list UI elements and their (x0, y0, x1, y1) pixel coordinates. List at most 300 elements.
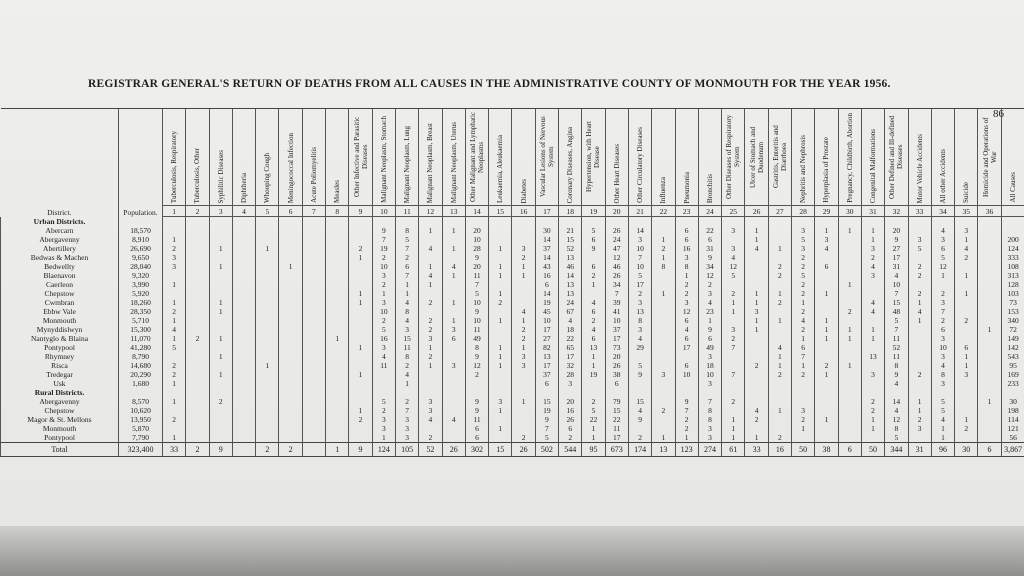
district-name: Mynyddislwyn (1, 325, 119, 334)
death-count-cell: 18 (559, 325, 582, 334)
death-count-cell (349, 262, 372, 271)
death-count-cell: 9 (465, 397, 488, 406)
death-count-cell: 3 (512, 352, 535, 361)
death-count-cell: 4 (745, 406, 768, 415)
death-count-cell (815, 298, 838, 307)
death-count-cell: 39 (605, 298, 628, 307)
death-count-cell (768, 379, 791, 388)
section-heading-row (1, 217, 1024, 226)
death-count-cell: 4 (372, 352, 395, 361)
death-count-cell (442, 397, 465, 406)
death-count-cell (256, 316, 279, 325)
death-count-cell (722, 379, 745, 388)
death-count-cell (442, 379, 465, 388)
death-count-cell: 3 (372, 424, 395, 433)
death-count-cell: 3 (628, 325, 651, 334)
death-count-cell (279, 424, 302, 433)
table-row (1, 235, 1024, 244)
death-count-cell: 3 (512, 361, 535, 370)
cause-header-label: Suicide (962, 182, 971, 203)
empty-cell (163, 388, 186, 397)
death-count-cell (978, 433, 1001, 443)
death-count-cell: 13 (861, 352, 884, 361)
death-count-cell: 37 (535, 244, 558, 253)
death-count-cell (908, 280, 931, 289)
death-count-cell: 1 (209, 334, 232, 343)
death-count-cell: 12 (605, 253, 628, 262)
cause-header (465, 109, 488, 206)
death-count-cell: 1 (815, 289, 838, 298)
death-count-cell: 2 (652, 406, 675, 415)
death-count-cell (232, 298, 255, 307)
death-count-cell: 20 (885, 226, 908, 235)
death-count-cell (675, 352, 698, 361)
death-count-cell (232, 262, 255, 271)
death-count-cell (512, 370, 535, 379)
death-count-cell (768, 415, 791, 424)
death-count-cell (326, 235, 349, 244)
death-count-cell: 9 (465, 307, 488, 316)
death-count-cell: 1 (838, 280, 861, 289)
death-count-cell (209, 280, 232, 289)
death-count-cell (442, 424, 465, 433)
death-count-cell: 6 (395, 262, 418, 271)
death-count-cell: 1 (419, 226, 442, 235)
empty-cell (955, 217, 978, 226)
death-count-cell: 3 (861, 271, 884, 280)
district-name: Bedwellty (1, 262, 119, 271)
total-count-cell: 50 (861, 442, 884, 456)
death-count-cell: 1 (442, 298, 465, 307)
death-count-cell (209, 289, 232, 298)
cause-header (628, 109, 651, 206)
death-count-cell (349, 352, 372, 361)
death-count-cell: 37 (535, 370, 558, 379)
death-count-cell (768, 325, 791, 334)
district-name: Monmouth (1, 424, 119, 433)
empty-cell (302, 388, 325, 397)
death-count-cell: 4 (768, 343, 791, 352)
death-count-cell: 7 (722, 370, 745, 379)
death-count-cell (256, 379, 279, 388)
death-count-cell (978, 415, 1001, 424)
death-count-cell (768, 226, 791, 235)
death-count-cell: 2 (512, 253, 535, 262)
death-count-cell: 3 (931, 298, 954, 307)
death-count-cell: 4 (582, 325, 605, 334)
empty-cell (698, 217, 721, 226)
death-count-cell: 2 (768, 271, 791, 280)
district-name: Cwmbran (1, 298, 119, 307)
death-count-cell (908, 433, 931, 443)
death-count-cell (279, 415, 302, 424)
empty-cell (1001, 217, 1024, 226)
death-count-cell: 19 (535, 406, 558, 415)
death-count-cell: 6 (582, 334, 605, 343)
death-count-cell: 15 (885, 298, 908, 307)
death-count-cell (652, 334, 675, 343)
death-count-cell: 2 (908, 262, 931, 271)
empty-cell (1001, 388, 1024, 397)
death-count-cell: 9 (535, 415, 558, 424)
table-row (1, 307, 1024, 316)
death-count-cell: 4 (885, 406, 908, 415)
death-count-cell: 15 (605, 406, 628, 415)
death-count-cell (163, 289, 186, 298)
death-count-cell (326, 406, 349, 415)
column-number: 11 (395, 206, 418, 217)
district-name: Ebbw Vale (1, 307, 119, 316)
death-count-cell: 1 (419, 343, 442, 352)
death-count-cell: 5 (628, 271, 651, 280)
cause-header (885, 109, 908, 206)
death-count-cell (302, 253, 325, 262)
death-count-cell: 2 (395, 397, 418, 406)
death-count-cell: 19 (535, 298, 558, 307)
death-count-cell: 1 (838, 361, 861, 370)
death-count-cell (232, 424, 255, 433)
death-count-cell (955, 307, 978, 316)
district-population: 1,680 (119, 379, 163, 388)
death-count-cell: 6 (582, 262, 605, 271)
table-row (1, 226, 1024, 235)
death-count-cell (978, 406, 1001, 415)
death-count-cell (326, 424, 349, 433)
death-count-cell: 48 (885, 307, 908, 316)
death-count-cell (186, 262, 209, 271)
death-count-cell: 1 (395, 379, 418, 388)
death-count-cell: 121 (1001, 424, 1024, 433)
death-count-cell: 2 (372, 280, 395, 289)
district-population: 28,350 (119, 307, 163, 316)
death-count-cell: 2 (861, 253, 884, 262)
cause-header-label: Tuberculosis, Other (193, 147, 202, 203)
death-count-cell (279, 361, 302, 370)
death-count-cell (419, 307, 442, 316)
table-row (1, 298, 1024, 307)
death-count-cell (978, 424, 1001, 433)
death-count-cell: 26 (605, 226, 628, 235)
death-count-cell: 13 (628, 307, 651, 316)
table-row (1, 370, 1024, 379)
death-count-cell (302, 316, 325, 325)
death-count-cell: 7 (885, 289, 908, 298)
death-count-cell: 10 (465, 298, 488, 307)
cause-header-label: Acute Poliomyelitis (309, 147, 318, 203)
death-count-cell (652, 424, 675, 433)
death-count-cell (442, 352, 465, 361)
cause-header-label: Malignant Neoplasm, Stomach (379, 116, 388, 203)
death-count-cell: 11 (395, 343, 418, 352)
district-population: 8,790 (119, 352, 163, 361)
empty-cell (442, 388, 465, 397)
cause-header (605, 109, 628, 206)
death-count-cell: 5 (582, 226, 605, 235)
death-count-cell: 2 (722, 397, 745, 406)
death-count-cell: 2 (372, 406, 395, 415)
death-count-cell (419, 235, 442, 244)
cause-header-label: Measles (333, 180, 342, 203)
death-count-cell: 3 (698, 424, 721, 433)
death-count-cell: 2 (792, 262, 815, 271)
death-count-cell (186, 343, 209, 352)
district-population: 28,040 (119, 262, 163, 271)
death-count-cell (186, 307, 209, 316)
death-count-cell: 3 (489, 397, 512, 406)
death-count-cell: 22 (698, 226, 721, 235)
death-count-cell (489, 334, 512, 343)
header-row (1, 109, 1024, 206)
death-count-cell: 2 (675, 415, 698, 424)
cause-header (302, 109, 325, 206)
empty-cell (675, 388, 698, 397)
death-count-cell (908, 334, 931, 343)
empty-cell (232, 388, 255, 397)
death-count-cell: 2 (955, 424, 978, 433)
death-count-cell (442, 289, 465, 298)
death-count-cell: 3 (698, 379, 721, 388)
death-count-cell: 9 (372, 226, 395, 235)
district-population: 18,260 (119, 298, 163, 307)
death-count-cell (838, 370, 861, 379)
death-count-cell: 2 (745, 415, 768, 424)
death-count-cell: 1 (489, 424, 512, 433)
death-count-cell: 11 (605, 424, 628, 433)
death-count-cell (279, 397, 302, 406)
death-count-cell (209, 379, 232, 388)
death-count-cell (256, 424, 279, 433)
cause-header (931, 109, 954, 206)
cause-header-label: Syphilitic Diseases (216, 149, 225, 203)
death-count-cell: 1 (838, 325, 861, 334)
death-count-cell: 17 (605, 334, 628, 343)
death-count-cell (326, 226, 349, 235)
death-count-cell (232, 406, 255, 415)
empty-cell (326, 217, 349, 226)
death-count-cell: 2 (395, 253, 418, 262)
cause-header (978, 109, 1001, 206)
death-count-cell: 22 (559, 334, 582, 343)
death-count-cell: 1 (768, 316, 791, 325)
death-count-cell: 2 (163, 307, 186, 316)
death-count-cell: 26 (559, 415, 582, 424)
death-count-cell (186, 424, 209, 433)
death-count-cell (279, 280, 302, 289)
death-count-cell (838, 433, 861, 443)
death-count-cell: 5 (465, 289, 488, 298)
death-count-cell: 2 (395, 361, 418, 370)
death-count-cell (745, 424, 768, 433)
death-count-cell: 47 (605, 244, 628, 253)
empty-cell (792, 388, 815, 397)
death-count-cell: 11 (885, 334, 908, 343)
death-count-cell: 1 (768, 406, 791, 415)
death-count-cell: 4 (419, 244, 442, 253)
total-count-cell: 2 (279, 442, 302, 456)
death-count-cell (838, 379, 861, 388)
total-count-cell: 544 (559, 442, 582, 456)
cause-header (838, 109, 861, 206)
death-count-cell: 4 (908, 307, 931, 316)
death-count-cell (955, 298, 978, 307)
death-count-cell: 128 (1001, 280, 1024, 289)
death-count-cell (349, 235, 372, 244)
death-count-cell: 2 (349, 244, 372, 253)
total-count-cell (232, 442, 255, 456)
total-count-cell: 16 (768, 442, 791, 456)
total-count-cell: 3,867 (1001, 442, 1024, 456)
death-count-cell: 4 (419, 415, 442, 424)
column-number: 1 (163, 206, 186, 217)
death-count-cell: 6 (582, 235, 605, 244)
death-count-cell: 10 (465, 235, 488, 244)
death-count-cell (232, 433, 255, 443)
death-count-cell: 1 (279, 262, 302, 271)
column-number: 4 (232, 206, 255, 217)
death-count-cell: 6 (559, 424, 582, 433)
total-count-cell: 105 (395, 442, 418, 456)
death-count-cell (349, 316, 372, 325)
death-count-cell: 543 (1001, 352, 1024, 361)
death-count-cell: 1 (815, 325, 838, 334)
death-count-cell: 1 (163, 334, 186, 343)
death-count-cell (442, 307, 465, 316)
death-count-cell (652, 325, 675, 334)
death-count-cell (349, 424, 372, 433)
cause-header (209, 109, 232, 206)
death-count-cell (745, 397, 768, 406)
death-count-cell (209, 406, 232, 415)
death-count-cell (163, 352, 186, 361)
cause-header-label: Hypertension, with Heart Disease (585, 121, 602, 193)
death-count-cell (326, 343, 349, 352)
death-count-cell: 52 (559, 244, 582, 253)
death-count-cell: 1 (722, 424, 745, 433)
death-count-cell: 14 (559, 271, 582, 280)
empty-cell (209, 388, 232, 397)
total-count-cell: 1 (326, 442, 349, 456)
death-count-cell (512, 226, 535, 235)
death-count-cell (186, 370, 209, 379)
death-count-cell: 1 (349, 406, 372, 415)
death-count-cell (419, 424, 442, 433)
death-count-cell: 4 (745, 244, 768, 253)
death-count-cell: 20 (465, 262, 488, 271)
death-count-cell (908, 226, 931, 235)
death-count-cell (489, 415, 512, 424)
empty-cell (395, 388, 418, 397)
death-count-cell (186, 235, 209, 244)
death-count-cell: 1 (419, 361, 442, 370)
death-count-cell: 1 (489, 271, 512, 280)
death-count-cell (209, 226, 232, 235)
death-count-cell: 10 (885, 280, 908, 289)
total-count-cell: 502 (535, 442, 558, 456)
death-count-cell (279, 334, 302, 343)
empty-cell (465, 388, 488, 397)
total-count-cell: 96 (931, 442, 954, 456)
total-count-cell: 33 (745, 442, 768, 456)
death-count-cell: 10 (675, 370, 698, 379)
district-population: 9,650 (119, 253, 163, 262)
death-count-cell: 65 (559, 343, 582, 352)
empty-cell (815, 217, 838, 226)
death-count-cell: 2 (628, 289, 651, 298)
death-count-cell: 1 (652, 289, 675, 298)
death-count-cell: 6 (605, 379, 628, 388)
death-count-cell (256, 370, 279, 379)
death-count-cell: 1 (163, 298, 186, 307)
death-count-cell: 9 (698, 325, 721, 334)
death-count-cell (349, 397, 372, 406)
death-count-cell (302, 352, 325, 361)
death-count-cell: 2 (209, 397, 232, 406)
death-count-cell: 8 (395, 352, 418, 361)
death-count-cell: 3 (559, 379, 582, 388)
death-count-cell: 29 (628, 343, 651, 352)
death-count-cell: 3 (931, 352, 954, 361)
death-count-cell: 38 (605, 370, 628, 379)
death-count-cell: 2 (675, 280, 698, 289)
death-count-cell: 1 (512, 316, 535, 325)
death-count-cell (326, 280, 349, 289)
death-count-cell: 7 (792, 352, 815, 361)
death-count-cell: 2 (792, 370, 815, 379)
death-count-cell: 3 (442, 361, 465, 370)
returns-table (0, 108, 1024, 457)
district-population: 5,870 (119, 424, 163, 433)
death-count-cell (232, 316, 255, 325)
death-count-cell (489, 235, 512, 244)
death-count-cell (978, 244, 1001, 253)
death-count-cell: 1 (815, 370, 838, 379)
death-count-cell (838, 415, 861, 424)
total-count-cell: 6 (838, 442, 861, 456)
district-population: 15,300 (119, 325, 163, 334)
death-count-cell: 11 (465, 271, 488, 280)
death-count-cell: 43 (535, 262, 558, 271)
death-count-cell: 5 (931, 406, 954, 415)
death-count-cell: 2 (675, 424, 698, 433)
death-count-cell: 1 (745, 226, 768, 235)
death-count-cell: 12 (885, 415, 908, 424)
death-count-cell (861, 379, 884, 388)
death-count-cell (279, 379, 302, 388)
death-count-cell: 4 (395, 316, 418, 325)
empty-cell (745, 217, 768, 226)
death-count-cell: 1 (442, 271, 465, 280)
column-number: 21 (628, 206, 651, 217)
district-population: 13,950 (119, 415, 163, 424)
empty-cell (119, 388, 163, 397)
empty-cell (279, 388, 302, 397)
death-count-cell: 1 (815, 415, 838, 424)
district-name: Abertillery (1, 244, 119, 253)
death-count-cell: 6 (535, 280, 558, 289)
death-count-cell: 2 (768, 433, 791, 443)
cause-header-label: Coronary Diseases, Angina (566, 126, 575, 203)
death-count-cell (232, 325, 255, 334)
total-count-cell: 302 (465, 442, 488, 456)
death-count-cell: 1 (209, 298, 232, 307)
district-name: Risca (1, 361, 119, 370)
death-count-cell (186, 316, 209, 325)
death-count-cell (232, 370, 255, 379)
death-count-cell: 3 (372, 271, 395, 280)
death-count-cell: 28 (465, 244, 488, 253)
death-count-cell (745, 370, 768, 379)
empty-cell (768, 388, 791, 397)
